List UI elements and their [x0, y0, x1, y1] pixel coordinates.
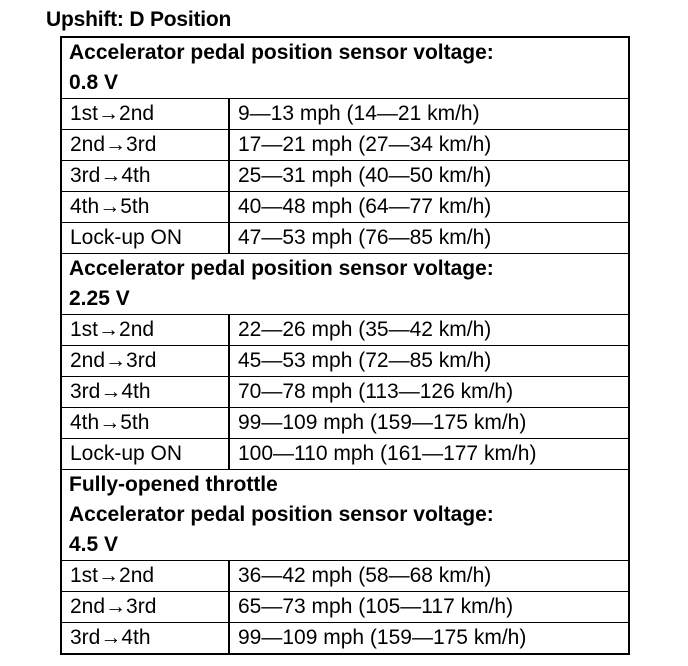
table-row — [62, 377, 628, 408]
section-header-line: 2.25 V — [69, 287, 130, 310]
section-header-line: Accelerator pedal position sensor voltage: — [69, 503, 494, 526]
section-header — [62, 38, 628, 99]
speed-cell: 99—109 mph (159—175 km/h) — [238, 411, 527, 434]
shift-cell: 4th→5th — [62, 192, 230, 222]
shift-cell: 2nd→3rd — [62, 130, 230, 160]
speed-cell: 99—109 mph (159—175 km/h) — [238, 626, 527, 649]
table-row — [62, 223, 628, 254]
section-header-line: Accelerator pedal position sensor voltage: — [69, 257, 494, 280]
table-row — [62, 161, 628, 192]
table-row — [62, 315, 628, 346]
shift-cell: 1st→2nd — [62, 315, 230, 345]
speed-cell: 9—13 mph (14—21 km/h) — [238, 102, 480, 125]
section-header — [62, 470, 628, 561]
speed-cell: 65—73 mph (105—117 km/h) — [238, 595, 514, 618]
table-row — [62, 592, 628, 623]
speed-cell: 100—110 mph (161—177 km/h) — [238, 442, 537, 465]
shift-cell: 2nd→3rd — [62, 592, 230, 622]
upshift-spec-table — [60, 36, 630, 655]
section-header-line: Fully-opened throttle — [69, 473, 278, 496]
speed-cell: 22—26 mph (35—42 km/h) — [238, 318, 492, 341]
section-header-line: 4.5 V — [69, 533, 119, 556]
speed-cell: 40—48 mph (64—77 km/h) — [238, 195, 492, 218]
table-row — [62, 408, 628, 439]
shift-cell: Lock-up ON — [62, 439, 230, 469]
speed-cell: 17—21 mph (27—34 km/h) — [238, 133, 492, 156]
shift-cell: Lock-up ON — [62, 223, 230, 253]
shift-cell: 4th→5th — [62, 408, 230, 438]
shift-cell: 3rd→4th — [62, 623, 230, 653]
speed-cell: 70—78 mph (113—126 km/h) — [238, 380, 514, 403]
shift-cell: 2nd→3rd — [62, 346, 230, 376]
table-row — [62, 439, 628, 470]
speed-cell: 47—53 mph (76—85 km/h) — [238, 226, 492, 249]
page-title: Upshift: D Position — [46, 8, 232, 31]
table-row — [62, 99, 628, 130]
shift-cell: 3rd→4th — [62, 377, 230, 407]
section-header-line: Accelerator pedal position sensor voltage: — [69, 41, 494, 64]
shift-cell: 1st→2nd — [62, 99, 230, 129]
table-row — [62, 623, 628, 653]
table-row — [62, 130, 628, 161]
section-header — [62, 254, 628, 315]
table-row — [62, 192, 628, 223]
speed-cell: 36—42 mph (58—68 km/h) — [238, 564, 492, 587]
speed-cell: 25—31 mph (40—50 km/h) — [238, 164, 492, 187]
speed-cell: 45—53 mph (72—85 km/h) — [238, 349, 492, 372]
section-header-line: 0.8 V — [69, 71, 119, 94]
table-row — [62, 346, 628, 377]
shift-cell: 1st→2nd — [62, 561, 230, 591]
shift-cell: 3rd→4th — [62, 161, 230, 191]
table-row — [62, 561, 628, 592]
